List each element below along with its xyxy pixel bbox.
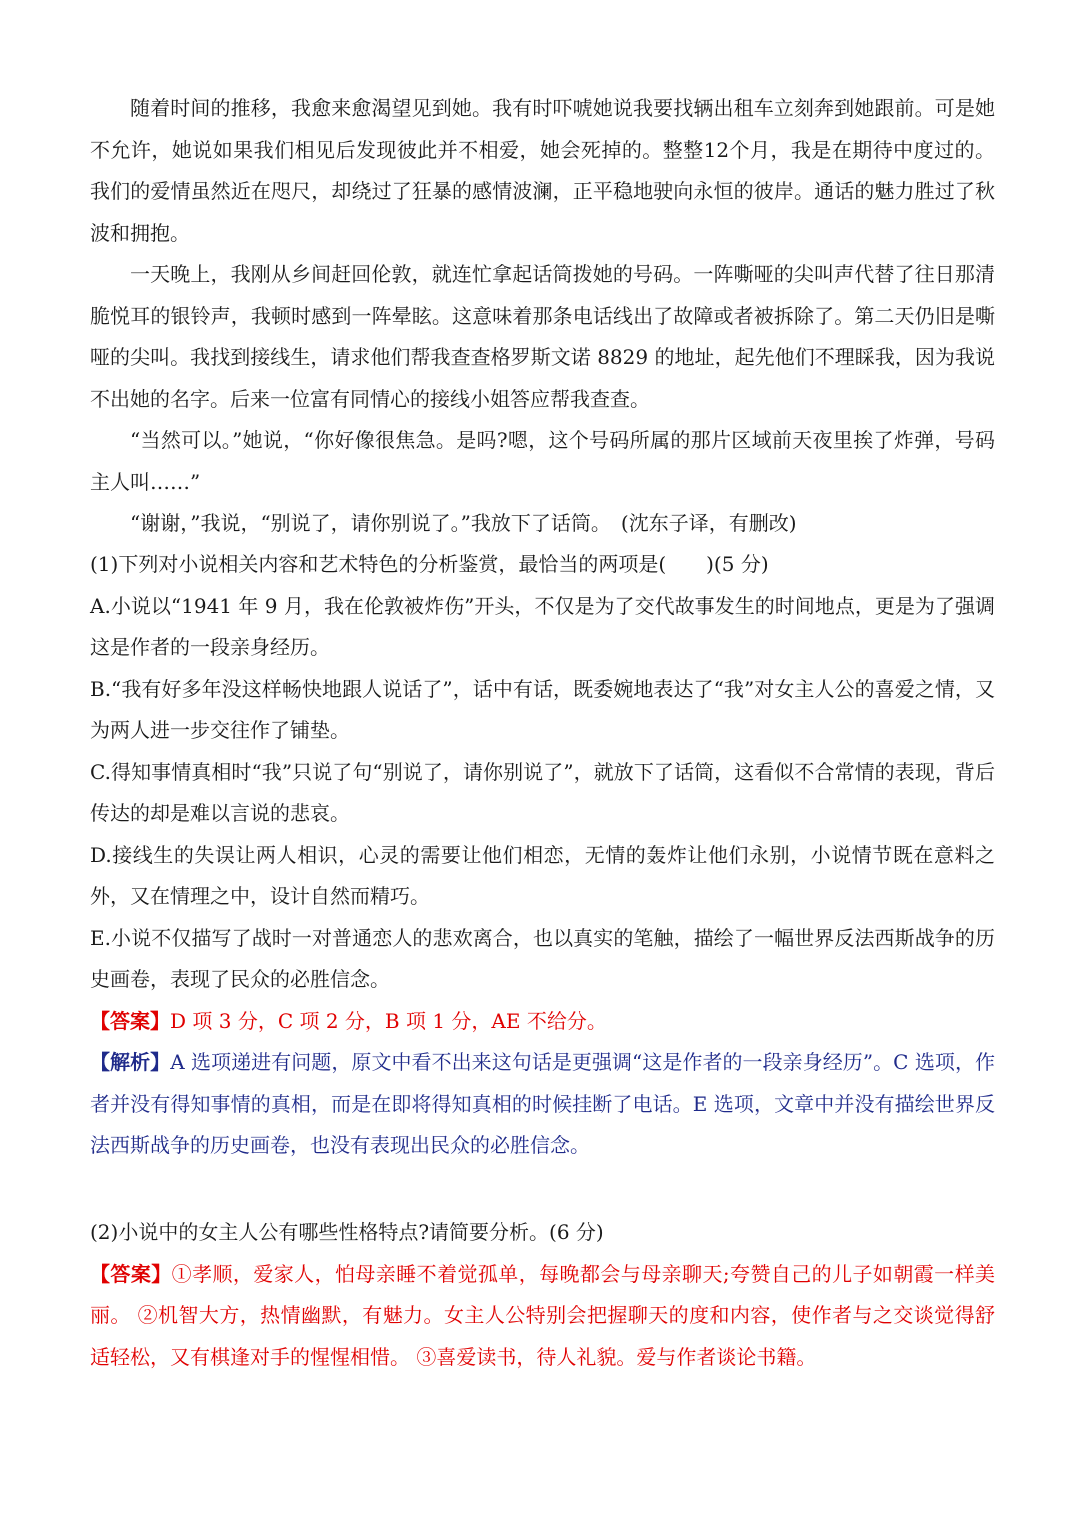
option-a: A.小说以“1941 年 9 月，我在伦敦被炸伤”开头，不仅是为了交代故事发生的时间地点，更是为了强调这是作者的一段亲身经历。 xyxy=(90,593,995,659)
answer-text: D 项 3 分，C 项 2 分，B 项 1 分，AE 不给分。 xyxy=(170,1008,607,1033)
answer-text: ①孝顺，爱家人，怕母亲睡不着觉孤单，每晚都会与母亲聊天;夸赞自己的儿子如朝霞一样美丽。 ②机智大方，热情幽默，有魅力。女主人公特别会把握聊天的度和内容，使作者与之交谈觉得舒适轻松，又有棋逢对手的惺惺相惜。 ③喜爱读书，待人礼貌。爱与作者谈论书籍。 xyxy=(90,1261,996,1369)
option-d: D.接线生的失误让两人相识，心灵的需要让他们相恋，无情的轰炸让他们永别，小说情节既在意料之外，又在情理之中，设计自然而精巧。 xyxy=(90,842,995,908)
story-paragraph-2: 一天晚上，我刚从乡间赶回伦敦，就连忙拿起话筒拨她的号码。一阵嘶哑的尖叫声代替了往日那清脆悦耳的银铃声，我顿时感到一阵晕眩。这意味着那条电话线出了故障或者被拆除了。第二天仍旧是嘶哑的尖叫。我找到接线生，请求他们帮我查查格罗斯文诺 8829 的地址，起先他们不理睬我，因为我说不出她的名字。后来一位富有同情心的接线小姐答应帮我查查。 xyxy=(90,262,995,411)
question-2-prompt: (2)小说中的女主人公有哪些性格特点?请简要分析。(6 分) xyxy=(90,1220,604,1244)
answer-tag: 【答案】 xyxy=(90,1008,170,1033)
story-paragraph-3: “当然可以。”她说，“你好像很焦急。是吗?嗯，这个号码所属的那片区域前天夜里挨了炸弹，号码主人叫……” xyxy=(90,428,995,494)
option-b: B.“我有好多年没这样畅快地跟人说话了”，话中有话，既委婉地表达了“我”对女主人公的喜爱之情，又为两人进一步交往作了铺垫。 xyxy=(90,676,995,742)
question-1 xyxy=(90,544,995,1167)
story-paragraph-1: 随着时间的推移，我愈来愈渴望见到她。我有时吓唬她说我要找辆出租车立刻奔到她跟前。可是她不允许，她说如果我们相见后发现彼此并不相爱，她会死掉的。整整12个月，我是在期待中度过的。我们的爱情虽然近在咫尺，却绕过了狂暴的感情波澜，正平稳地驶向永恒的彼岸。通话的魅力胜过了秋波和拥抱。 xyxy=(90,96,995,245)
question-1-prompt: (1)下列对小说相关内容和艺术特色的分析鉴赏，最恰当的两项是( )(5 分) xyxy=(90,552,769,576)
option-e: E.小说不仅描写了战时一对普通恋人的悲欢离合，也以真实的笔触，描绘了一幅世界反法西斯战争的历史画卷，表现了民众的必胜信念。 xyxy=(90,925,995,991)
question-2-answer xyxy=(90,1254,995,1379)
question-2 xyxy=(90,1212,995,1378)
question-1-answer xyxy=(90,1001,995,1043)
option-c: C.得知事情真相时“我”只说了句“别说了，请你别说了”，就放下了话筒，这看似不合常情的表现，背后传达的却是难以言说的悲哀。 xyxy=(90,759,995,825)
question-1-analysis xyxy=(90,1042,995,1167)
story-excerpt xyxy=(90,88,995,545)
answer-tag: 【答案】 xyxy=(90,1261,172,1286)
story-paragraph-4: “谢谢，”我说，“别说了，请你别说了。”我放下了话筒。 (沈东子译，有删改) xyxy=(130,511,797,535)
analysis-text: A 选项递进有问题，原文中看不出来这句话是更强调“这是作者的一段亲身经历”。C 选项，作者并没有得知事情的真相，而是在即将得知真相的时候挂断了电话。E 选项，文章中并没有描绘世界反法西斯战争的历史画卷，也没有表现出民众的必胜信念。 xyxy=(90,1050,995,1157)
analysis-tag: 【解析】 xyxy=(90,1050,171,1074)
